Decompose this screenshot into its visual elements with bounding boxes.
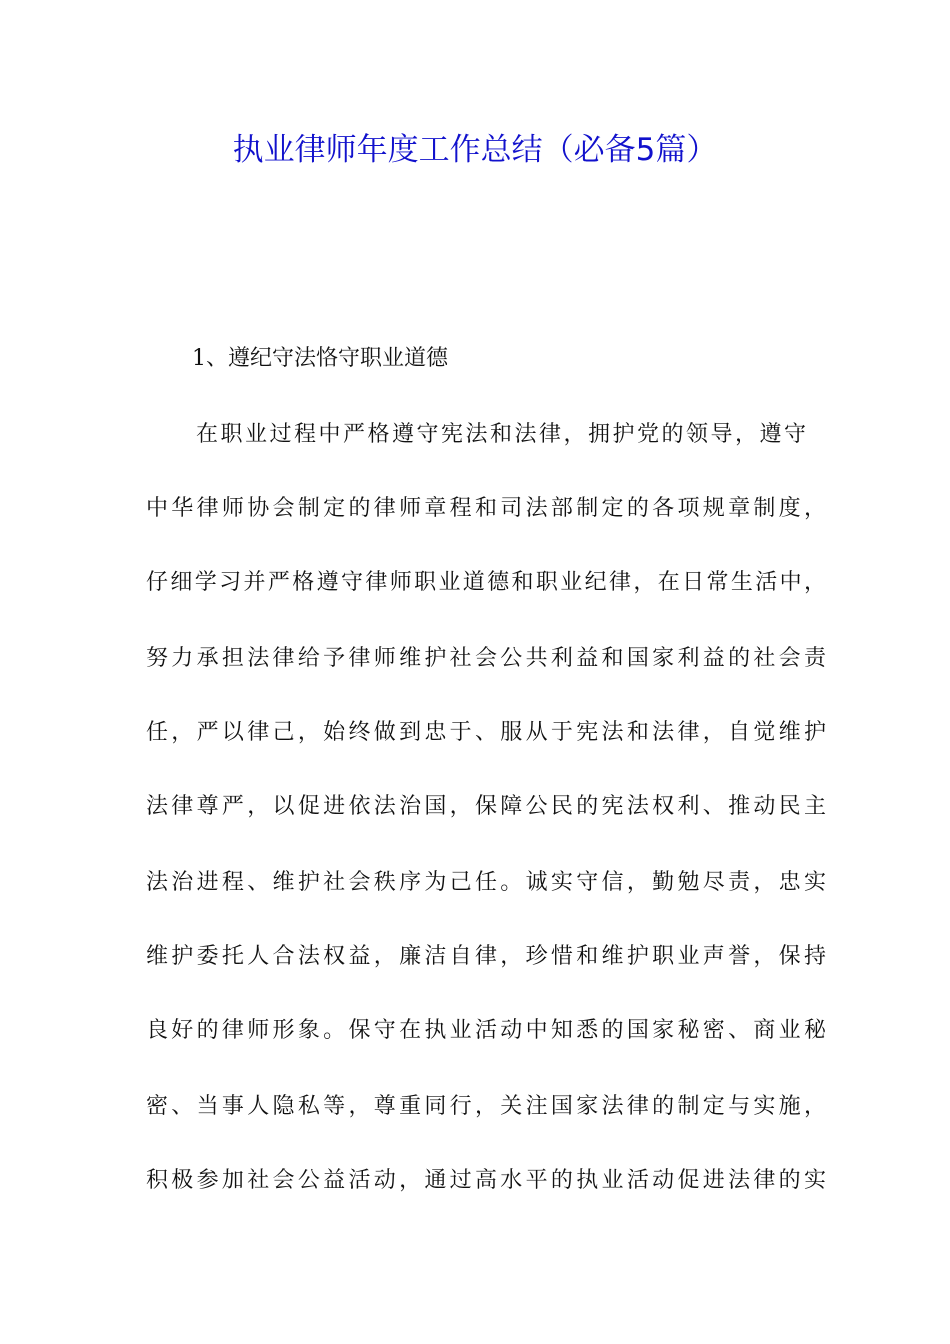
paragraph-line-11: 积极参加社会公益活动，通过高水平的执业活动促进法律的实 <box>146 1168 826 1193</box>
paragraph-line-6: 法律尊严，以促进依法治国，保障公民的宪法权利、推动民主 <box>146 794 826 819</box>
paragraph-line-7: 法治进程、维护社会秩序为己任。诚实守信，勤勉尽责，忠实 <box>146 870 826 895</box>
paragraph-line-5: 任，严以律己，始终做到忠于、服从于宪法和法律，自觉维护 <box>146 720 826 745</box>
document-title: 执业律师年度工作总结（必备5篇） <box>232 132 718 168</box>
paragraph-line-8: 维护委托人合法权益，廉洁自律，珍惜和维护职业声誉，保持 <box>146 944 826 969</box>
paragraph-line-1: 在职业过程中严格遵守宪法和法律，拥护党的领导，遵守 <box>196 422 806 447</box>
section-heading: 1、遵纪守法恪守职业道德 <box>192 346 448 371</box>
paragraph-line-9: 良好的律师形象。保守在执业活动中知悉的国家秘密、商业秘 <box>146 1018 826 1043</box>
paragraph-line-3: 仔细学习并严格遵守律师职业道德和职业纪律，在日常生活中， <box>146 570 826 595</box>
paragraph-line-4: 努力承担法律给予律师维护社会公共利益和国家利益的社会责 <box>146 646 826 671</box>
paragraph-line-10: 密、当事人隐私等，尊重同行，关注国家法律的制定与实施， <box>146 1094 826 1119</box>
paragraph-line-2: 中华律师协会制定的律师章程和司法部制定的各项规章制度， <box>146 496 826 521</box>
